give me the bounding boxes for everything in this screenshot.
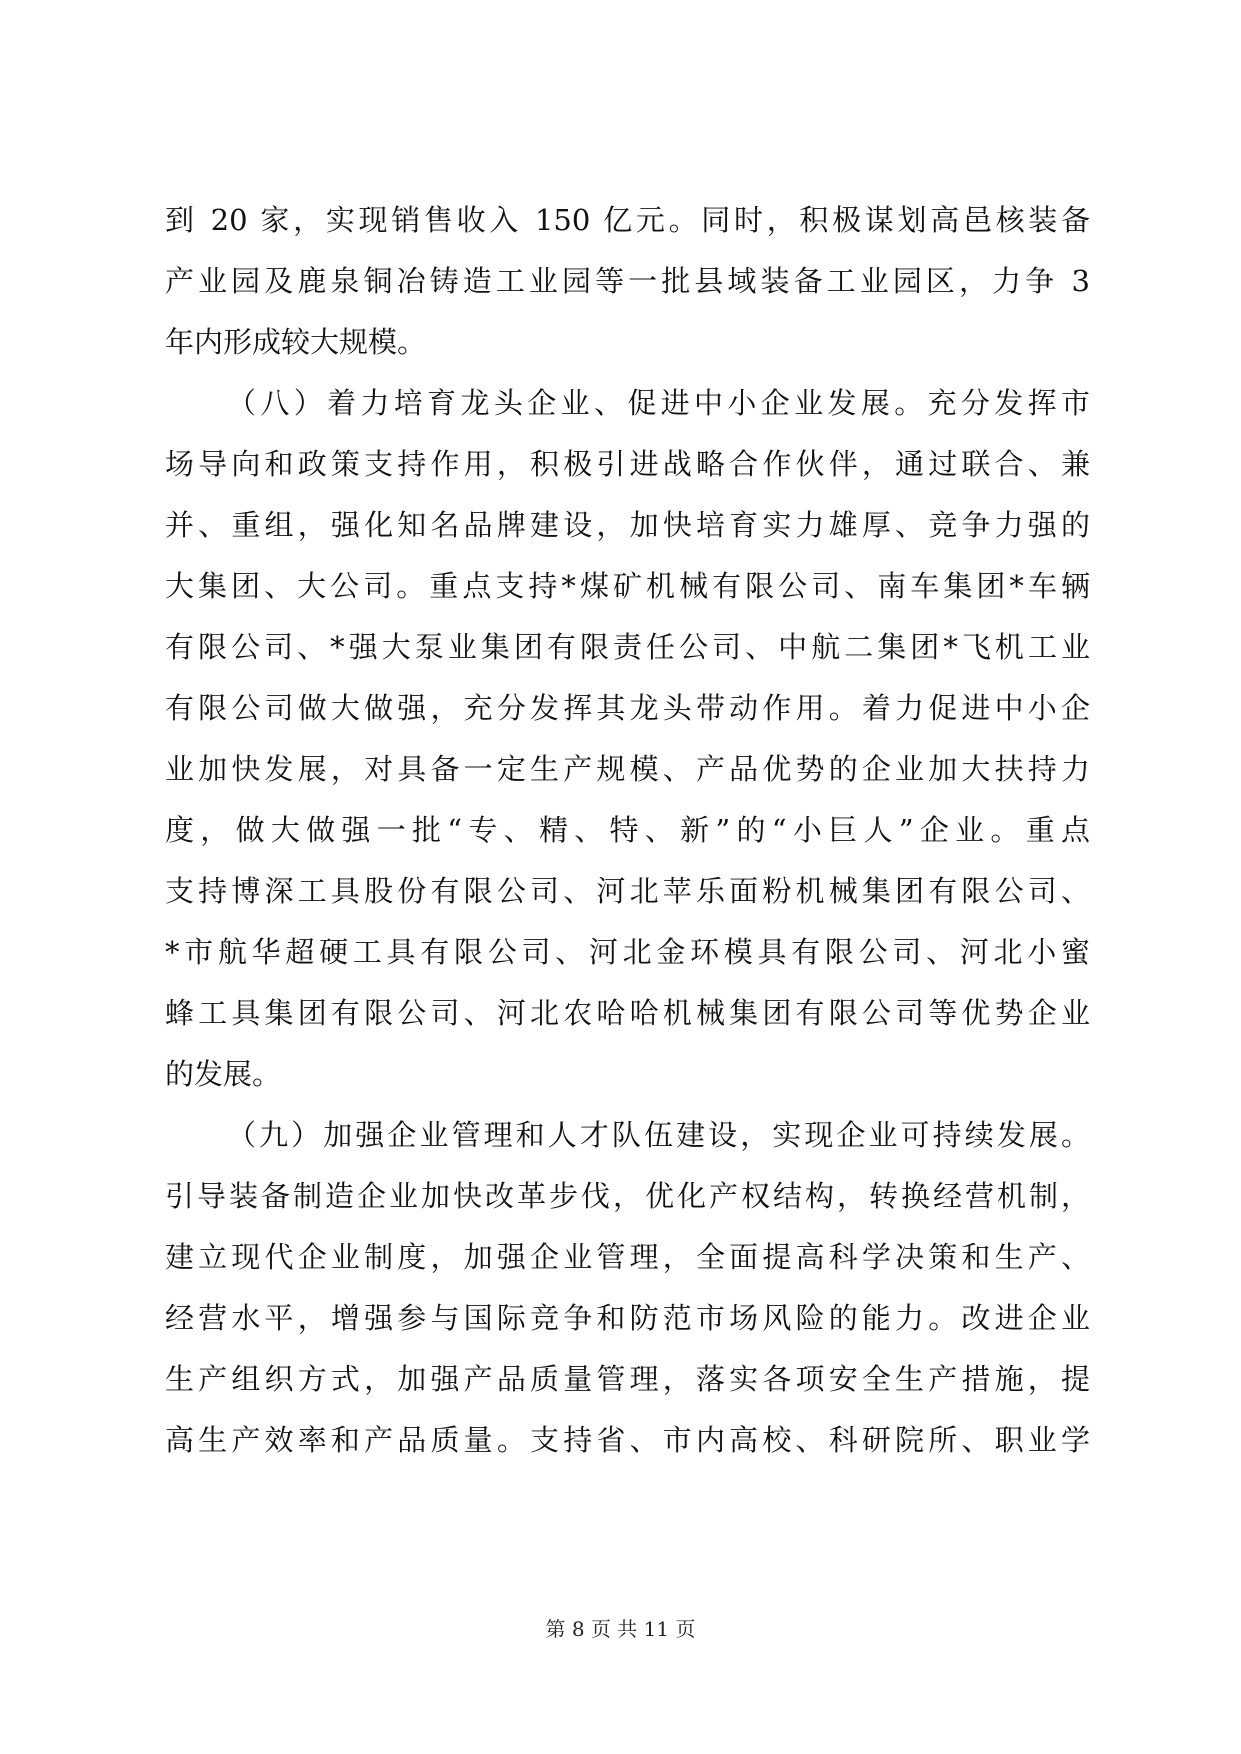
text-line: 并、重组，强化知名品牌建设，加快培育实力雄厚、竞争力强的 xyxy=(165,508,1090,542)
text-line: 经营水平，增强参与国际竞争和防范市场风险的能力。改进企业 xyxy=(165,1301,1090,1335)
text-line: 高生产效率和产品质量。支持省、市内高校、科研院所、职业学 xyxy=(165,1423,1090,1457)
text-line: 生产组织方式，加强产品质量管理，落实各项安全生产措施，提 xyxy=(165,1362,1090,1396)
paragraph-heading-line: （九）加强企业管理和人才队伍建设，实现企业可持续发展。 xyxy=(227,1118,1090,1152)
text-line: 建立现代企业制度，加强企业管理，全面提高科学决策和生产、 xyxy=(165,1240,1090,1274)
page-number-footer: 第 8 页 共 11 页 xyxy=(545,1617,696,1641)
text-line: 支持博深工具股份有限公司、河北苹乐面粉机械集团有限公司、 xyxy=(165,874,1090,908)
text-line: 业加快发展，对具备一定生产规模、产品优势的企业加大扶持力 xyxy=(165,752,1090,786)
text-line: 到 20 家，实现销售收入 150 亿元。同时，积极谋划高邑核装备 xyxy=(165,203,1090,237)
text-line: 度，做大做强一批“专、精、特、新”的“小巨人”企业。重点 xyxy=(165,813,1090,847)
text-line: 大集团、大公司。重点支持*煤矿机械有限公司、南车集团*车辆 xyxy=(165,569,1090,603)
text-line: 蜂工具集团有限公司、河北农哈哈机械集团有限公司等优势企业 xyxy=(165,996,1090,1030)
text-line: 产业园及鹿泉铜冶铸造工业园等一批县域装备工业园区，力争 3 xyxy=(165,264,1090,298)
text-line: 有限公司、*强大泵业集团有限责任公司、中航二集团*飞机工业 xyxy=(165,630,1090,664)
text-line: 场导向和政策支持作用，积极引进战略合作伙伴，通过联合、兼 xyxy=(165,447,1090,481)
text-line: *市航华超硬工具有限公司、河北金环模具有限公司、河北小蜜 xyxy=(165,935,1090,969)
text-line: 年内形成较大规模。 xyxy=(165,325,427,359)
text-line: 有限公司做大做强，充分发挥其龙头带动作用。着力促进中小企 xyxy=(165,691,1090,725)
text-line: 的发展。 xyxy=(165,1057,282,1091)
text-line: 引导装备制造企业加快改革步伐，优化产权结构，转换经营机制， xyxy=(165,1179,1090,1213)
paragraph-heading-line: （八）着力培育龙头企业、促进中小企业发展。充分发挥市 xyxy=(227,386,1090,420)
